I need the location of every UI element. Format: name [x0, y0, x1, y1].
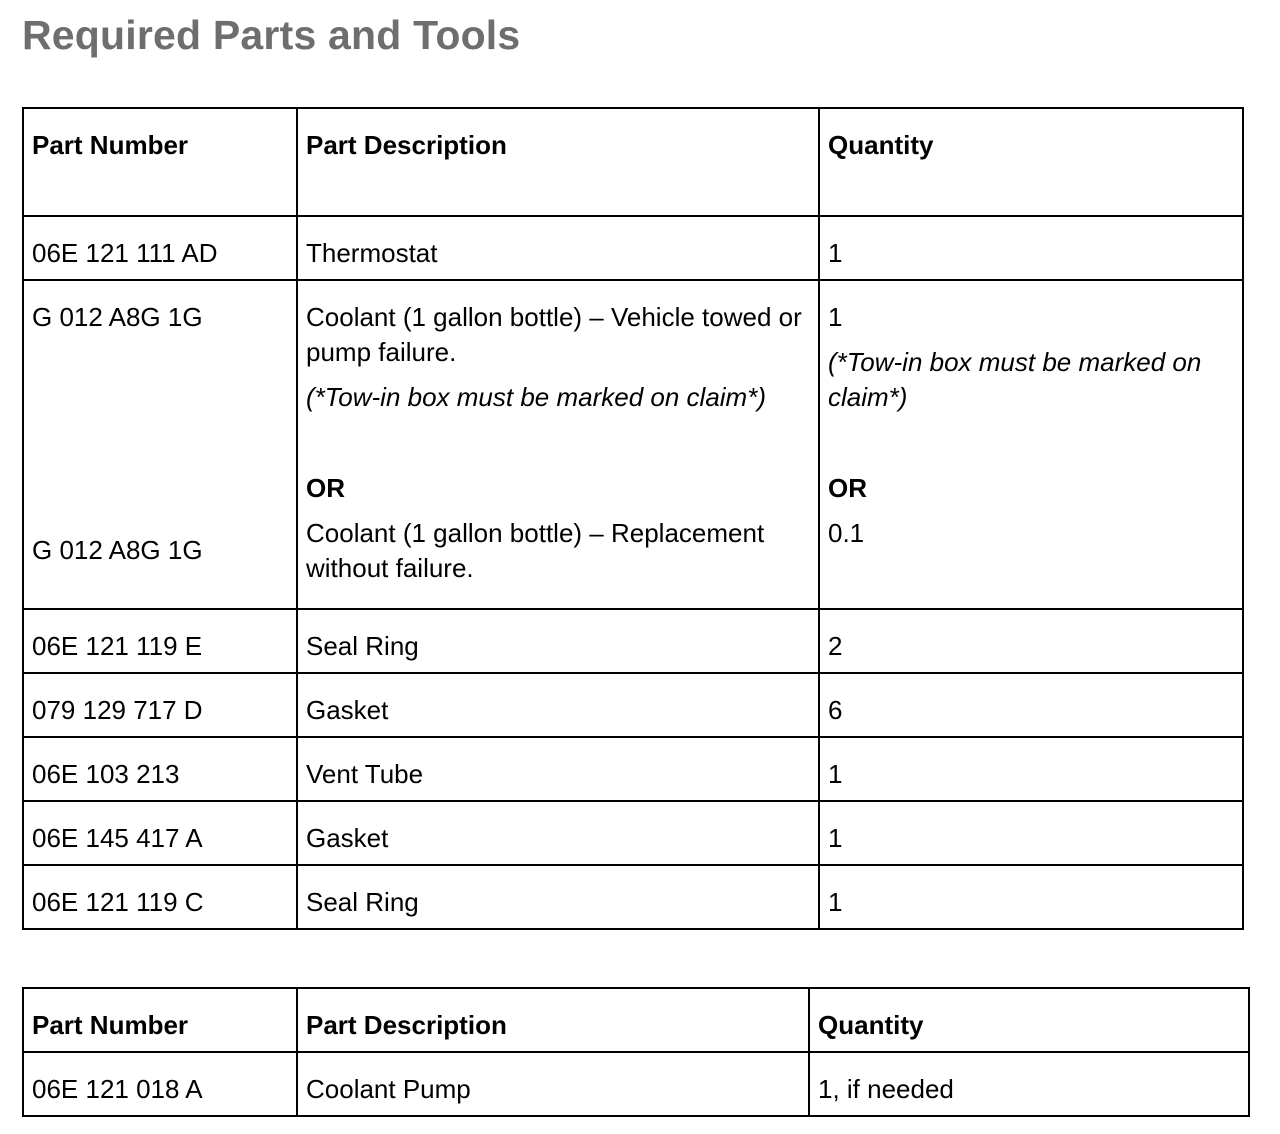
quantity-cell: 6: [819, 673, 1243, 737]
coolant-quantity-b: 0.1: [828, 518, 865, 548]
header-part-description: Part Description: [297, 108, 819, 216]
part-description-cell: Gasket: [297, 801, 819, 865]
quantity-cell: [819, 280, 1243, 609]
part-description-cell: Vent Tube: [297, 737, 819, 801]
table-row: [23, 801, 1243, 865]
page-title: Required Parts and Tools: [22, 12, 521, 58]
part-number-cell: 06E 145 417 A: [23, 801, 297, 865]
part-description-cell: Gasket: [297, 673, 819, 737]
coolant-part-number-a: G 012 A8G 1G: [32, 302, 203, 332]
part-number-cell: [23, 280, 297, 609]
coolant-quantity-or: OR: [828, 473, 867, 503]
part-number-cell: 06E 121 111 AD: [23, 216, 297, 280]
table-row: [23, 737, 1243, 801]
header-part-number: Part Number: [23, 108, 297, 216]
coolant-description-b: Coolant (1 gallon bottle) – Replacement without failure.: [306, 518, 765, 583]
part-description-cell: Seal Ring: [297, 609, 819, 673]
coolant-description-a: Coolant (1 gallon bottle) – Vehicle towed or pump failure.: [306, 302, 802, 367]
table-row: [23, 865, 1243, 929]
coolant-quantity-a: 1: [828, 302, 843, 332]
quantity-cell: 1: [819, 801, 1243, 865]
part-number-cell: 079 129 717 D: [23, 673, 297, 737]
quantity-cell: 1: [819, 737, 1243, 801]
quantity-cell: 2: [819, 609, 1243, 673]
part-description-cell: Seal Ring: [297, 865, 819, 929]
coolant-or-label: OR: [306, 473, 345, 503]
coolant-part-number-b: G 012 A8G 1G: [32, 535, 203, 565]
table-row-coolant: [23, 280, 1243, 609]
part-number-cell: 06E 121 119 C: [23, 865, 297, 929]
table-row: [23, 609, 1243, 673]
part-description-cell: Thermostat: [297, 216, 819, 280]
table-header-row: [23, 108, 1243, 216]
part-description-cell: Coolant Pump: [297, 1052, 809, 1116]
pump-table: [22, 987, 1250, 1117]
quantity-cell: 1, if needed: [809, 1052, 1249, 1116]
table-row: [23, 673, 1243, 737]
table-header-row: [23, 988, 1249, 1052]
table-row: [23, 1052, 1249, 1116]
header-quantity: Quantity: [809, 988, 1249, 1052]
part-description-cell: [297, 280, 819, 609]
table-row: [23, 216, 1243, 280]
header-part-number: Part Number: [23, 988, 297, 1052]
header-quantity: Quantity: [819, 108, 1243, 216]
quantity-cell: 1: [819, 216, 1243, 280]
coolant-quantity-note: (*Tow-in box must be marked on claim*): [828, 347, 1202, 412]
part-number-cell: 06E 103 213: [23, 737, 297, 801]
header-part-description: Part Description: [297, 988, 809, 1052]
part-number-cell: 06E 121 018 A: [23, 1052, 297, 1116]
quantity-cell: 1: [819, 865, 1243, 929]
coolant-description-note: (*Tow-in box must be marked on claim*): [306, 382, 766, 412]
part-number-cell: 06E 121 119 E: [23, 609, 297, 673]
parts-table: [22, 107, 1244, 930]
